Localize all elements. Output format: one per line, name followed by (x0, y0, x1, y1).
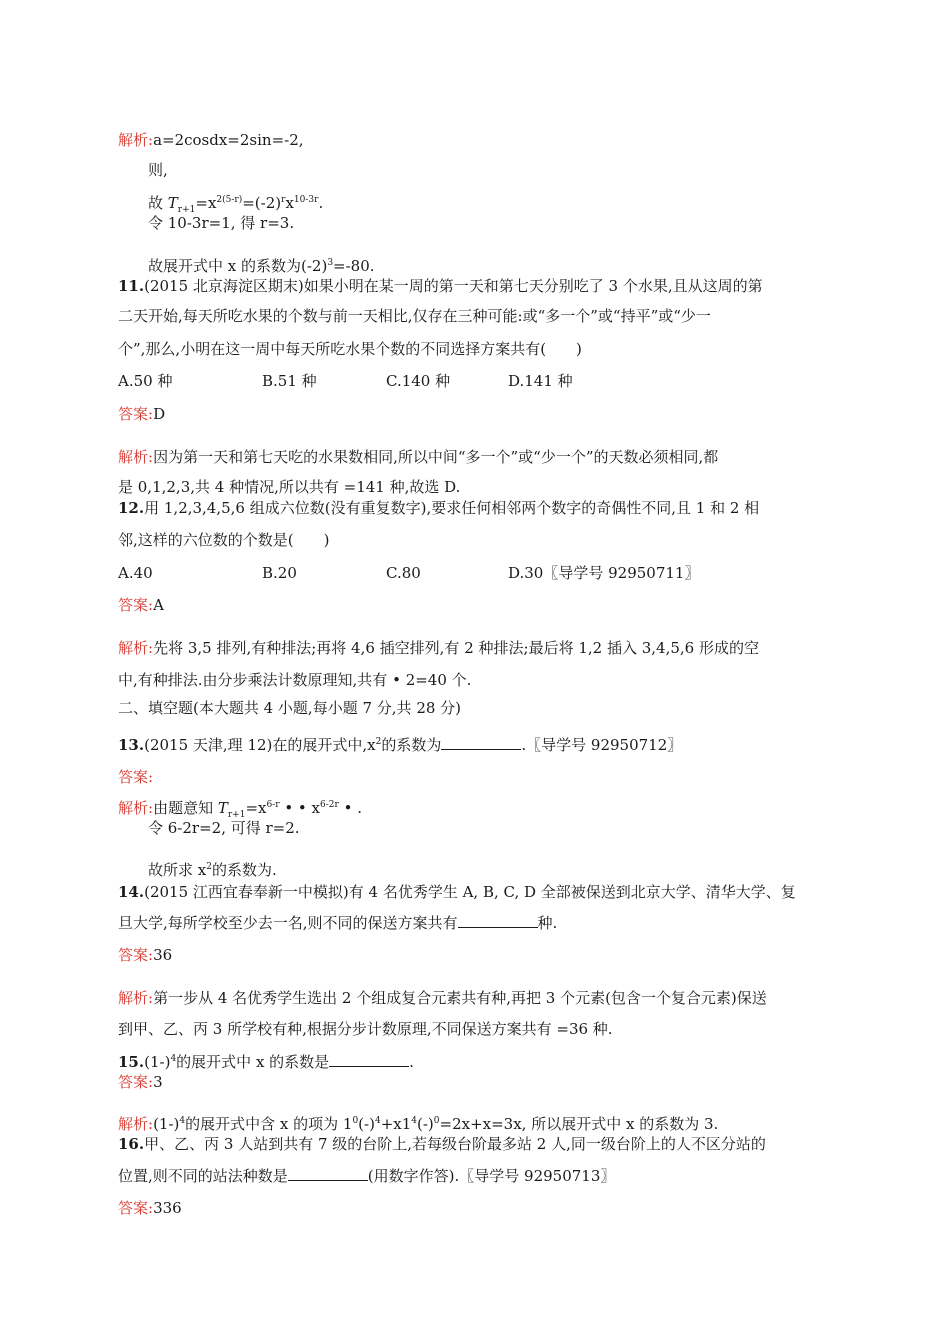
question-13-line-1: 13.(2015 天津,理 12)在的展开式中$,x^2$的系数为 .〖导学号 92950712〗 (118, 736, 683, 754)
answer-blank-16 (288, 1166, 368, 1181)
answer-14: 答案:36 (118, 946, 173, 964)
question-14-line-2: 旦大学,每所学校至少去一名,则不同的保送方案共有 种. (118, 914, 558, 932)
choice-12-d: D.30〖导学号 92950711〗 (508, 564, 700, 582)
explanation-10-line-2: 则, (148, 161, 168, 179)
answer-16: 答案:336 (118, 1199, 182, 1217)
explanation-12-line-1: 解析:先将 3,5 排列,有种排法;再将 4,6 插空排列,有 2 种排法;最后将 1,2 插入 3,4,5,6 形成的空 (118, 639, 759, 657)
question-15-line-1: $15.(1-)^4$的展开式中 x 的系数是 . (118, 1053, 414, 1071)
question-16-line-2: 位置,则不同的站法种数是 (用数字作答).〖导学号 92950713〗 (118, 1167, 616, 1185)
section-heading-fill-blank: 二、填空题(本大题共 4 小题,每小题 7 分,共 28 分) (118, 699, 462, 717)
answer-blank-13 (441, 735, 521, 750)
answer-11: 答案:D (118, 405, 166, 423)
question-11-line-2: 二天开始,每天所吃水果的个数与前一天相比,仅存在三种可能:或“多一个”或“持平”或“少一 (118, 307, 711, 325)
choice-12-b: B.20 (262, 564, 297, 582)
explanation-10-line-3: 故 $T_{r+1}=x^{2(5-r)}=(-2)^rx^{10-3r}$. (148, 194, 324, 215)
explanation-14-line-1: 解析:第一步从 4 名优秀学生选出 2 个组成复合元素共有种,再把 3 个元素(包含一个复合元素)保送 (118, 989, 767, 1007)
explanation-10-line-4: 令 10-3r=1, 得 r=3. (148, 214, 295, 232)
answer-13: 答案: (118, 768, 154, 786)
question-16-line-1: 16.甲、乙、丙 3 人站到共有 7 级的台阶上,若每级台阶最多站 2 人,同一级台阶上的人不区分站的 (118, 1135, 766, 1153)
question-12-line-2: 邻,这样的六位数的个数是( ) (118, 531, 330, 549)
choice-11-c: C.140 种 (386, 372, 451, 390)
answer-12: 答案:A (118, 596, 164, 614)
question-11-line-3: 个”,那么,小明在这一周中每天所吃水果个数的不同选择方案共有( ) (118, 340, 582, 358)
explanation-13-line-2: 令 6-2r=2, 可得 r=2. (148, 819, 300, 837)
explanation-15-line-1: 解析$:(1-)^4$的展开式中含 x 的项为 $1^0(-)^4+x1^4(-)^0=2x+x=3x$, 所以展开式中 x 的系数为 3. (118, 1115, 719, 1133)
choice-11-b: B.51 种 (262, 372, 317, 390)
choice-11-a: A.50 种 (118, 372, 173, 390)
explanation-13-line-1: 解析:由题意知 $T_{r+1}=x^{6-r}$ • • $x^{6-2r}$ • . (118, 799, 362, 820)
answer-15: 答案:3 (118, 1073, 163, 1091)
choice-11-d: D.141 种 (508, 372, 573, 390)
question-12-line-1: 12.用 1,2,3,4,5,6 组成六位数(没有重复数字),要求任何相邻两个数字的奇偶性不同,且 1 和 2 相 (118, 499, 760, 517)
question-11-line-1: 11.(2015 北京海淀区期末)如果小明在某一周的第一天和第七天分别吃了 3 个水果,且从这周的第 (118, 277, 763, 295)
explanation-12-line-2: 中,有种排法.由分步乘法计数原理知,共有 • 2=40 个. (118, 671, 472, 689)
explanation-10-line-1: 解析:a=2cosdx=2sin=-2, (118, 131, 304, 149)
answer-blank-14 (458, 913, 538, 928)
explanation-14-line-2: 到甲、乙、丙 3 所学校有种,根据分步计数原理,不同保送方案共有 =36 种. (118, 1020, 613, 1038)
explanation-11-line-2: 是 0,1,2,3,共 4 种情况,所以共有 =141 种,故选 D. (118, 478, 461, 496)
explanation-13-line-3: 故所求 $x^2$的系数为. (148, 861, 277, 879)
choice-12-a: A.40 (118, 564, 153, 582)
explanation-11-line-1: 解析:因为第一天和第七天吃的水果数相同,所以中间“多一个”或“少一个”的天数必须相同,都 (118, 448, 719, 466)
answer-blank-15 (329, 1052, 409, 1067)
explanation-label: 解析: (118, 131, 154, 149)
question-14-line-1: 14.(2015 江西宜春奉新一中模拟)有 4 名优秀学生 A, B, C, D 全部被保送到北京大学、清华大学、复 (118, 883, 796, 901)
explanation-10-line-5: 故展开式中 x 的系数为$(-2)^3=-80$. (148, 257, 375, 275)
choice-12-c: C.80 (386, 564, 421, 582)
